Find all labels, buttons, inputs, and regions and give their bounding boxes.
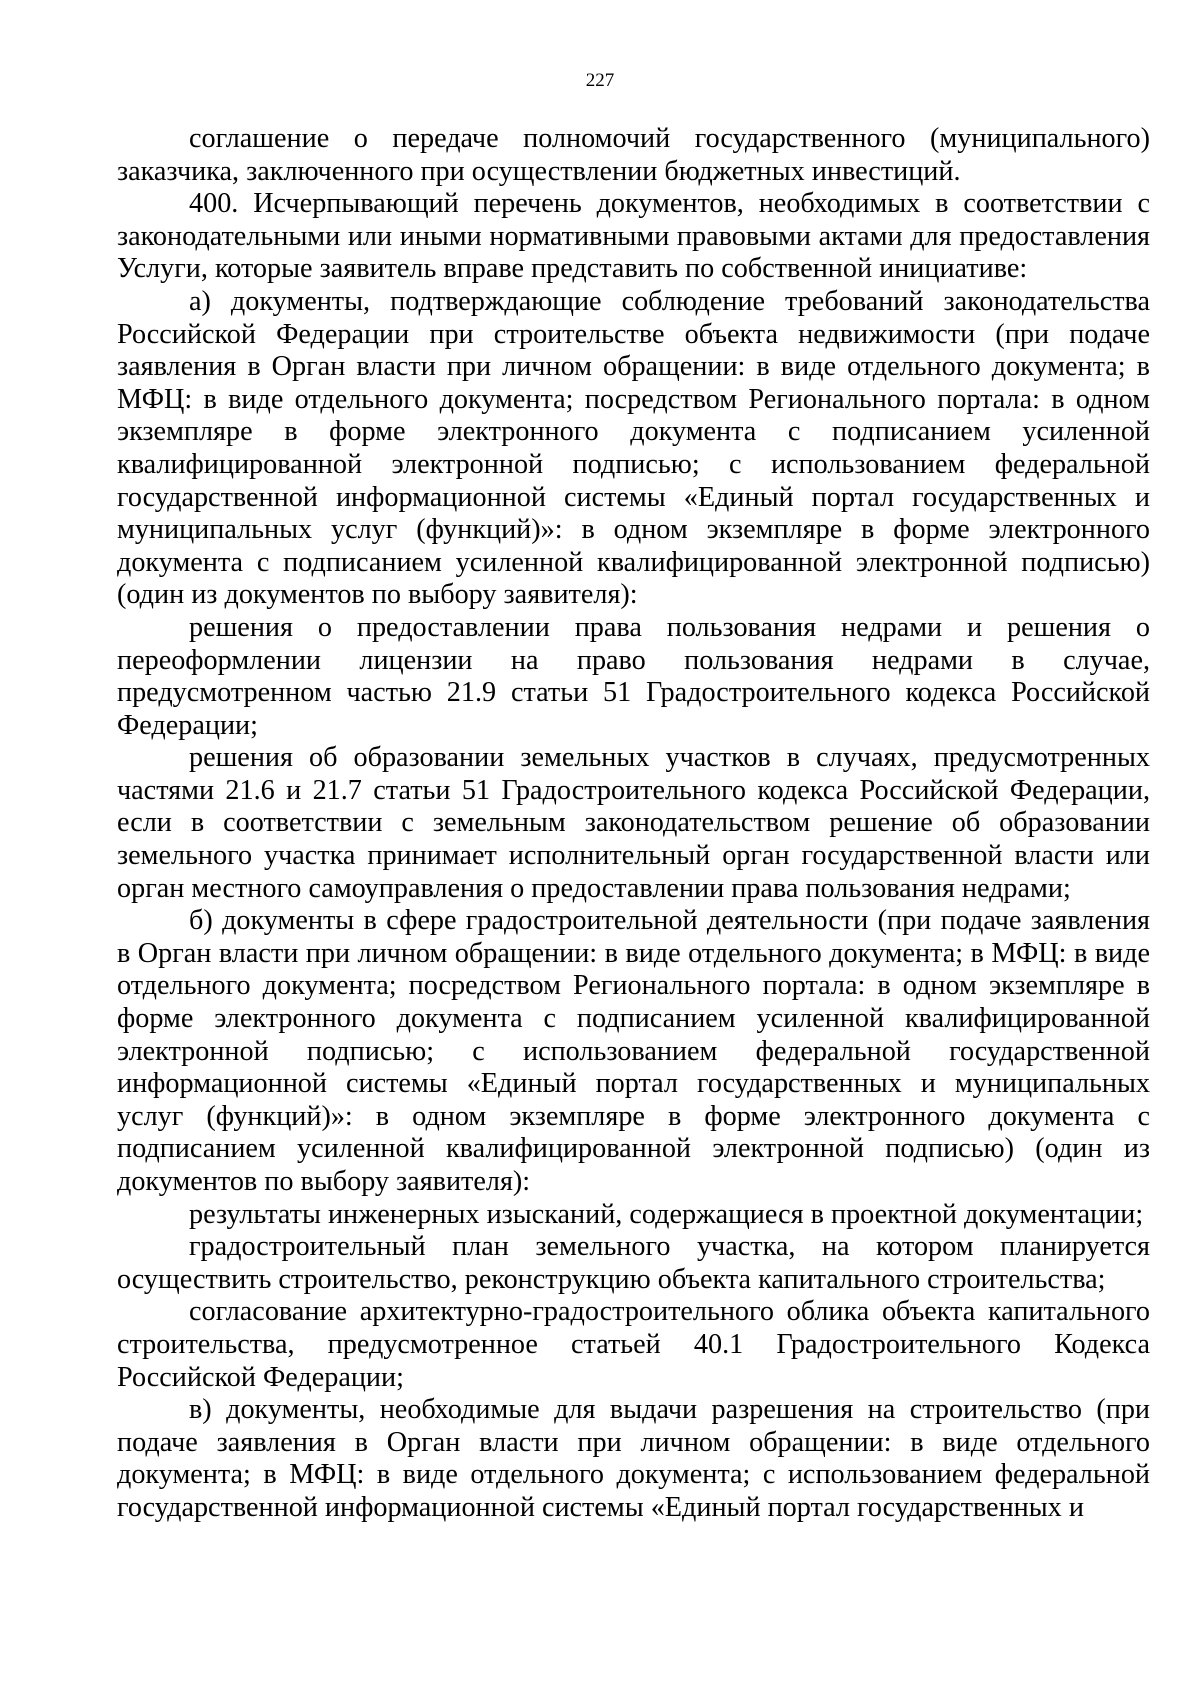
paragraph-engineering-surveys: результаты инженерных изысканий, содержащиеся в проектной документации; <box>189 1198 1144 1230</box>
paragraph-continuation-agreement: соглашение о передаче полномочий государственного (муниципального) заказчика, заключенного при осуществлении бюджетных инвестиций. <box>117 123 1150 187</box>
paragraph-subsoil-use-decisions: решения о предоставлении права пользования недрами и решения о переоформлении лицензии на право пользования недрами в случае, предусмотренном частью 21.9 статьи 51 Градостроительного кодекса Российской Федерации; <box>117 611 1150 741</box>
paragraph-400-document-list: 400. Исчерпывающий перечень документов, необходимых в соответствии с законодательными или иными нормативными правовыми актами для предоставления Услуги, которые заявитель вправе представить по собственной инициативе: <box>117 188 1150 285</box>
paragraph-b-urban-planning-documents: б) документы в сфере градостроительной деятельности (при подаче заявления в Орган власти при личном обращении: в виде отдельного документа; в МФЦ: в виде отдельного документа; посредством Регионального портала: в одном экземпляре в форме электронного документа с подписанием усиленной квалифицированной электронной подписью; с использованием федеральной государственной информационной системы «Единый портал государственных и муниципальных услуг (функций)»: в одном экземпляре в форме электронного документа с подписанием усиленной квалифицированной электронной подписью) (один из документов по выбору заявителя): <box>117 905 1150 1197</box>
page-number: 227 <box>585 70 615 91</box>
document-body <box>117 123 1150 1525</box>
paragraph-land-plot-decisions: решения об образовании земельных участков в случаях, предусмотренных частями 21.6 и 21.7 статьи 51 Градостроительного кодекса Российской Федерации, если в соответствии с земельным законодательством решение об образовании земельного участка принимает исполнительный орган государственной власти или орган местного самоуправления о предоставлении права пользования недрами; <box>117 742 1150 904</box>
paragraph-urban-plan-of-land: градостроительный план земельного участка, на котором планируется осуществить строительство, реконструкцию объекта капитального строительства; <box>117 1231 1150 1295</box>
paragraph-architectural-approval: согласование архитектурно-градостроительного облика объекта капитального строительства, предусмотренное статьей 40.1 Градостроительного Кодекса Российской Федерации; <box>117 1296 1150 1393</box>
paragraph-a-compliance-documents: а) документы, подтверждающие соблюдение требований законодательства Российской Федерации при строительстве объекта недвижимости (при подаче заявления в Орган власти при личном обращении: в виде отдельного документа; в МФЦ: в виде отдельного документа; посредством Регионального портала: в одном экземпляре в форме электронного документа с подписанием усиленной квалифицированной электронной подписью; с использованием федеральной государственной информационной системы «Единый портал государственных и муниципальных услуг (функций)»: в одном экземпляре в форме электронного документа с подписанием усиленной квалифицированной электронной подписью) (один из документов по выбору заявителя): <box>117 285 1150 611</box>
paragraph-v-building-permit-documents: в) документы, необходимые для выдачи разрешения на строительство (при подаче заявления в Орган власти при личном обращении: в виде отдельного документа; в МФЦ: в виде отдельного документа; с использованием федеральной государственной информационной системы «Единый портал государственных и <box>117 1394 1150 1523</box>
